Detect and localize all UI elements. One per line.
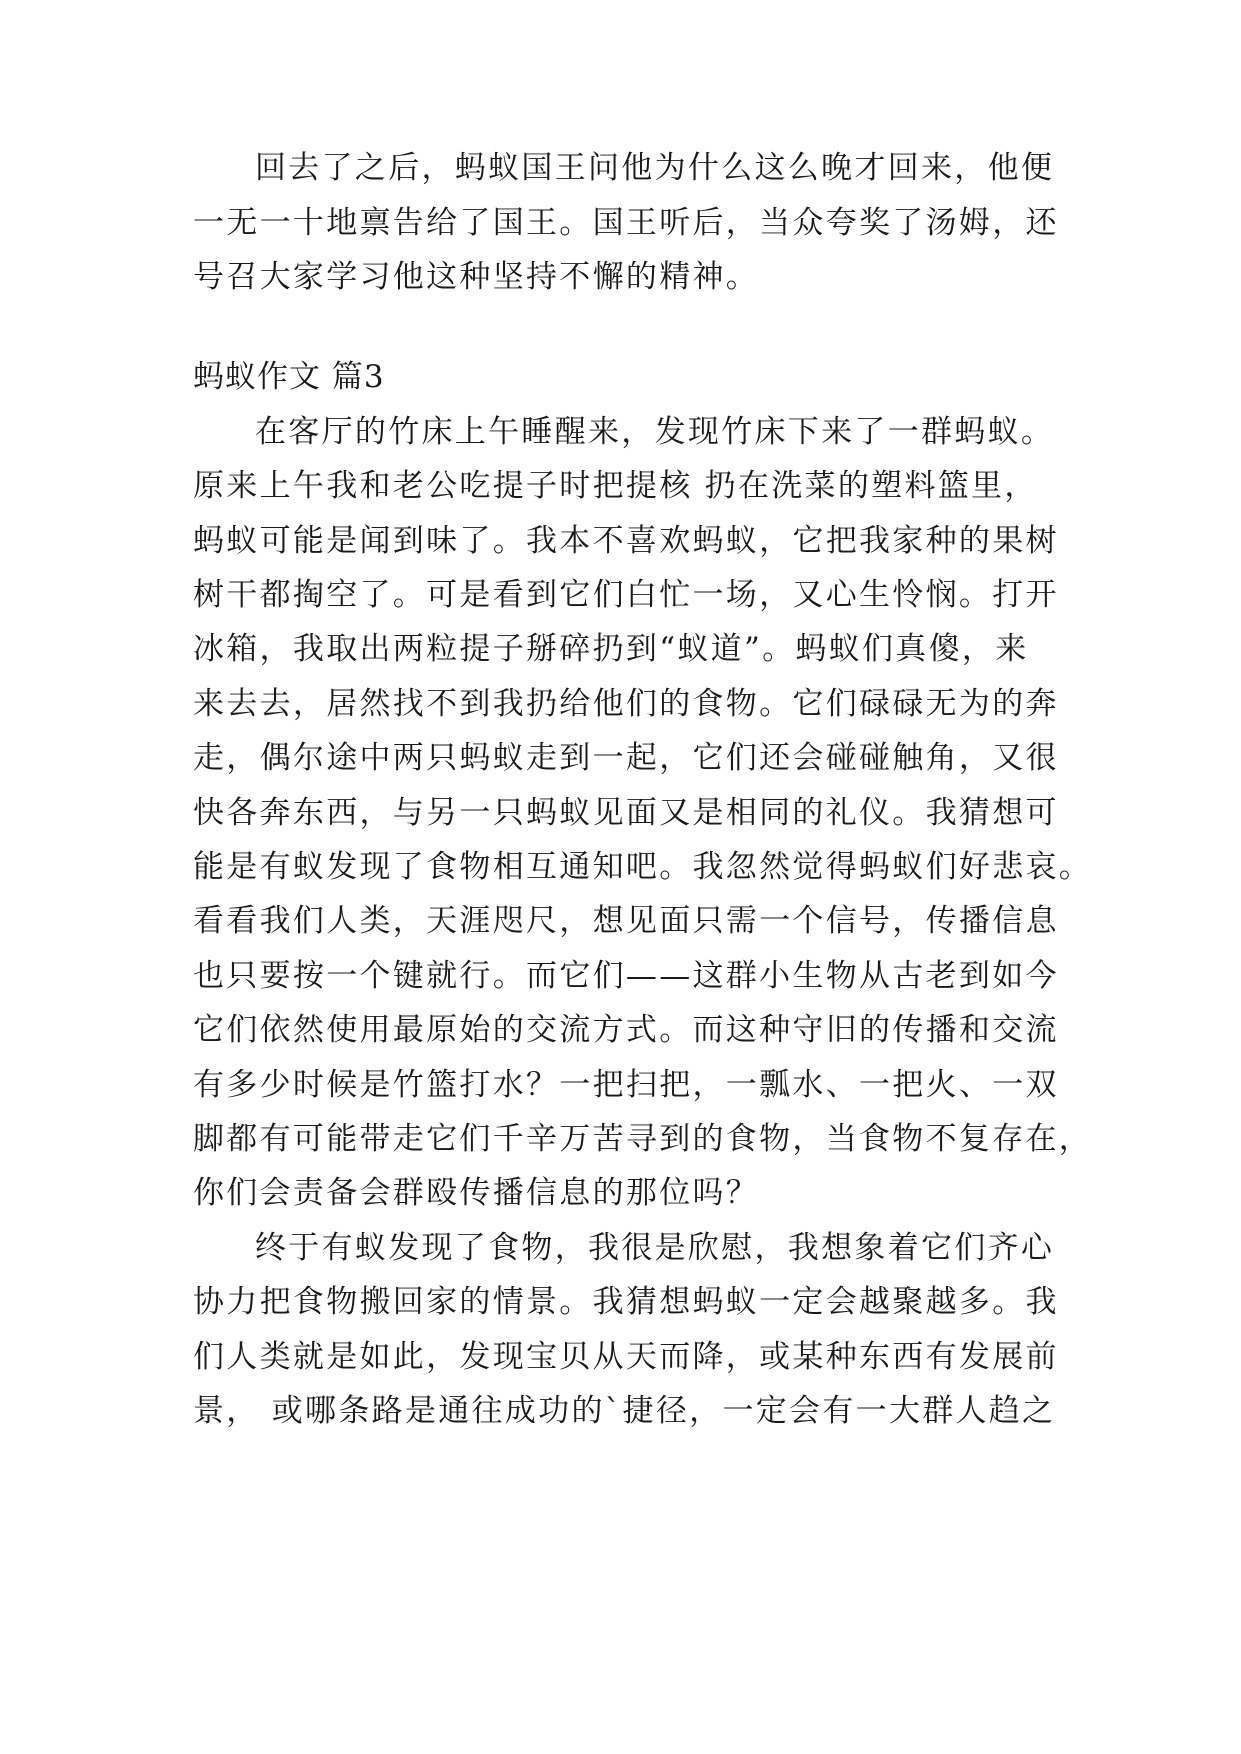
- paragraph-line: 也只要按一个键就行。而它们——这群小生物从古老到如今: [193, 958, 1059, 994]
- paragraph-line: 它们依然使用最原始的交流方式。而这种守旧的传播和交流: [193, 1012, 1059, 1048]
- paragraph-line: 有多少时候是竹篮打水？一把扫把，一瓢水、一把火、一双: [193, 1067, 1059, 1103]
- paragraph-line: 来去去，居然找不到我扔给他们的食物。它们碌碌无为的奔: [193, 686, 1059, 722]
- paragraph-line: 景， 或哪条路是通往成功的`捷径，一定会有一大群人趋之: [193, 1393, 1056, 1429]
- paragraph-line: 脚都有可能带走它们千辛万苦寻到的食物，当食物不复存在，: [193, 1121, 1093, 1157]
- paragraph-line: 快各奔东西，与另一只蚂蚁见面又是相同的礼仪。我猜想可: [193, 795, 1059, 831]
- paragraph-line: 们人类就是如此，发现宝贝从天而降，或某种东西有发展前: [193, 1339, 1059, 1375]
- paragraph-line: 一无一十地禀告给了国王。国王听后，当众夸奖了汤姆，还: [193, 205, 1059, 241]
- paragraph-line: 协力把食物搬回家的情景。我猜想蚂蚁一定会越聚越多。我: [193, 1284, 1059, 1320]
- paragraph-line: 走，偶尔途中两只蚂蚁走到一起，它们还会碰碰触角，又很: [193, 740, 1059, 776]
- paragraph-line: 冰箱，我取出两粒提子掰碎扔到“蚁道”。蚂蚁们真傻，来: [193, 631, 1029, 667]
- paragraph-line: 看看我们人类，天涯咫尺，想见面只需一个信号，传播信息: [193, 903, 1059, 939]
- paragraph-line: 蚂蚁可能是闻到味了。我本不喜欢蚂蚁，它把我家种的果树: [193, 523, 1059, 559]
- paragraph-line: 终于有蚁发现了食物，我很是欣慰，我想象着它们齐心: [255, 1230, 1055, 1266]
- paragraph-line: 树干都掏空了。可是看到它们白忙一场，又心生怜悯。打开: [193, 577, 1059, 613]
- paragraph-line: 原来上午我和老公吃提子时把提核 扔在洗菜的塑料篮里，: [193, 468, 1038, 504]
- paragraph-line: 在客厅的竹床上午睡醒来，发现竹床下来了一群蚂蚁。: [255, 414, 1055, 450]
- section-heading: 蚂蚁作文 篇3: [193, 359, 385, 395]
- paragraph-line: 号召大家学习他这种坚持不懈的精神。: [193, 259, 760, 295]
- paragraph-line: 你们会责备会群殴传播信息的那位吗？: [193, 1175, 760, 1211]
- paragraph-line: 能是有蚁发现了食物相互通知吧。我忽然觉得蚂蚁们好悲哀。: [193, 849, 1093, 885]
- paragraph-line: 回去了之后，蚂蚁国王问他为什么这么晚才回来，他便: [255, 150, 1055, 186]
